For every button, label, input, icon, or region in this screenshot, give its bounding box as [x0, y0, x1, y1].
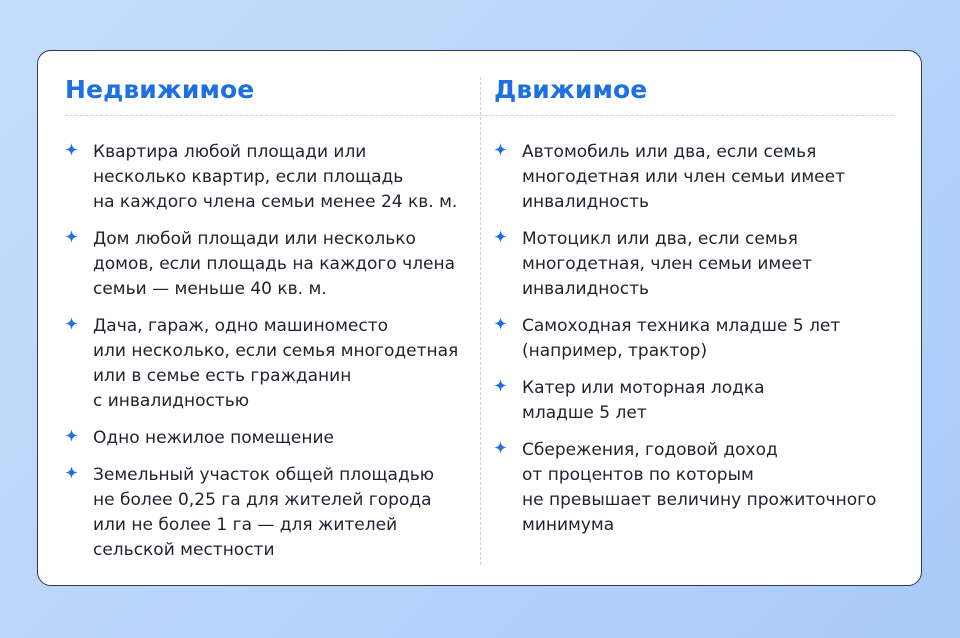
list-item-line: младше 5 лет	[522, 403, 647, 423]
list-item	[65, 463, 475, 563]
list-item-line: или в семье есть гражданин	[93, 366, 352, 386]
list-item	[494, 227, 896, 302]
sparkle-star-icon	[494, 317, 507, 330]
list-item-line: сельской местности	[93, 540, 275, 560]
list-item-line: от процентов по которым	[522, 465, 754, 485]
list-item-line: Одно нежилое помещение	[93, 428, 335, 448]
sparkle-star-icon	[494, 230, 507, 243]
list-item	[65, 426, 475, 451]
list-item-line: несколько квартир, если площадь	[93, 167, 404, 187]
list-item-line: Самоходная техника младше 5 лет	[522, 316, 841, 336]
sparkle-star-icon	[494, 441, 507, 454]
list-item-line: Дача, гараж, одно машиноместо	[93, 316, 389, 336]
real-estate-list	[65, 140, 475, 575]
sparkle-star-icon	[65, 429, 78, 442]
list-item-line: или не более 1 га — для жителей	[93, 515, 398, 535]
list-item-line: на каждого члена семьи менее 24 кв. м.	[93, 192, 458, 212]
list-item-line: инвалидность	[522, 279, 650, 299]
info-card	[37, 50, 922, 586]
list-item-line: инвалидность	[522, 192, 650, 212]
sparkle-star-icon	[65, 230, 78, 243]
list-item	[494, 438, 896, 538]
list-item-line: Катер или моторная лодка	[522, 378, 765, 398]
list-item-line: многодетная или член семьи имеет	[522, 167, 845, 187]
list-item-line: Автомобиль или два, если семья	[522, 142, 817, 162]
sparkle-star-icon	[65, 466, 78, 479]
list-item	[494, 314, 896, 364]
list-item-line: минимума	[522, 515, 615, 535]
sparkle-star-icon	[494, 379, 507, 392]
list-item-line: Квартира любой площади или	[93, 142, 367, 162]
list-item	[65, 227, 475, 302]
sparkle-star-icon	[65, 317, 78, 330]
list-item	[494, 376, 896, 426]
list-item-line: Сбережения, годовой доход	[522, 440, 778, 460]
vertical-divider	[480, 77, 481, 565]
sparkle-star-icon	[65, 143, 78, 156]
sparkle-star-icon	[494, 143, 507, 156]
list-item	[65, 140, 475, 215]
list-item-line: не более 0,25 га для жителей города	[93, 490, 432, 510]
list-item-line: Дом любой площади или несколько	[93, 229, 416, 249]
list-item-line: или несколько, если семья многодетная	[93, 341, 459, 361]
list-item-line: не превышает величину прожиточного	[522, 490, 877, 510]
list-item-line: семьи — меньше 40 кв. м.	[93, 279, 327, 299]
list-item-line: (например, трактор)	[522, 341, 708, 361]
list-item	[65, 314, 475, 414]
list-item-line: многодетная, член семьи имеет	[522, 254, 813, 274]
column-title-real-estate: Недвижимое	[65, 75, 255, 104]
list-item-line: домов, если площадь на каждого члена	[93, 254, 456, 274]
list-item-line: Земельный участок общей площадью	[93, 465, 435, 485]
list-item	[494, 140, 896, 215]
list-item-line: Мотоцикл или два, если семья	[522, 229, 798, 249]
movable-list	[494, 140, 896, 550]
list-item-line: с инвалидностью	[93, 391, 250, 411]
column-title-movable: Движимое	[494, 75, 648, 104]
